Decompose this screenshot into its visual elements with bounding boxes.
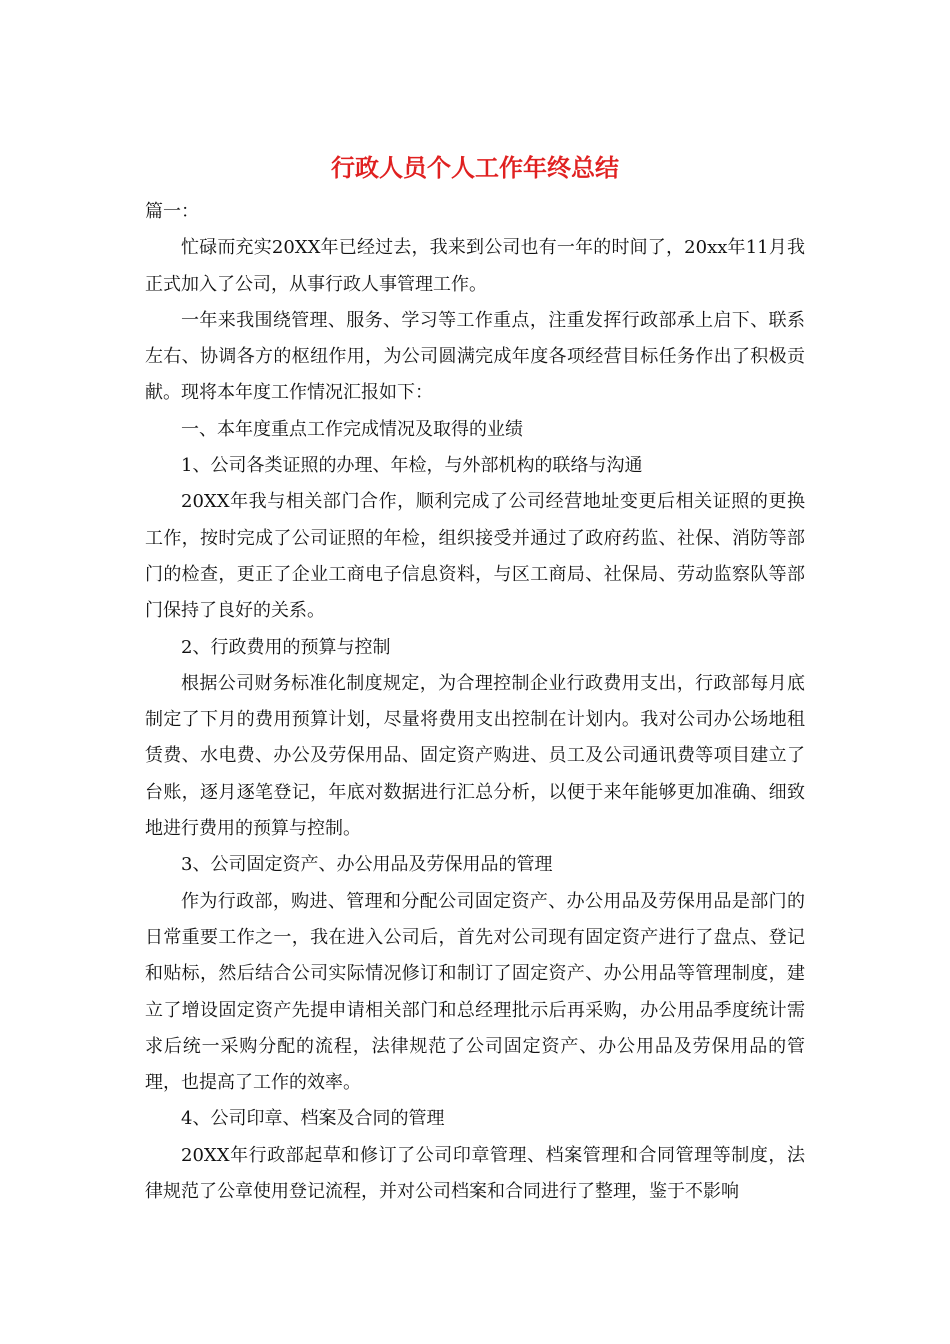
section-label: 篇一： (145, 201, 199, 222)
section-heading: 一、本年度重点工作完成情况及取得的业绩 (181, 418, 523, 440)
subsection-heading: 4、公司印章、档案及合同的管理 (181, 1108, 445, 1130)
paragraph: 20XX年我与相关部门合作，顺利完成了公司经营地址变更后相关证照的更换工作，按时完成了公司证照的年检，组织接受并通过了政府药监、社保、消防等部门的检查，更正了企业工商电子信息资料，与区工商局、社保局、劳动监察队等部门保持了良好的关系。 (145, 491, 805, 622)
subsection-heading: 2、行政费用的预算与控制 (181, 636, 391, 658)
paragraph: 忙碌而充实20XX年已经过去，我来到公司也有一年的时间了，20xx年11月我正式加入了公司，从事行政人事管理工作。 (145, 237, 805, 295)
subsection-heading: 3、公司固定资产、办公用品及劳保用品的管理 (181, 854, 553, 876)
subsection-heading: 1、公司各类证照的办理、年检，与外部机构的联络与沟通 (181, 455, 643, 477)
document-title: 行政人员个人工作年终总结 (331, 153, 619, 182)
paragraph: 一年来我围绕管理、服务、学习等工作重点，注重发挥行政部承上启下、联系左右、协调各方的枢纽作用，为公司圆满完成年度各项经营目标任务作出了积极贡献。现将本年度工作情况汇报如下： (145, 309, 805, 404)
paragraph: 根据公司财务标准化制度规定，为合理控制企业行政费用支出，行政部每月底制定了下月的费用预算计划，尽量将费用支出控制在计划内。我对公司办公场地租赁费、水电费、办公及劳保用品、固定资产购进、员工及公司通讯费等项目建立了台账，逐月逐笔登记，年底对数据进行汇总分析，以便于来年能够更加准确、细致地进行费用的预算与控制。 (145, 672, 805, 840)
paragraph: 作为行政部，购进、管理和分配公司固定资产、办公用品及劳保用品是部门的日常重要工作之一，我在进入公司后，首先对公司现有固定资产进行了盘点、登记和贴标，然后结合公司实际情况修订和制订了固定资产、办公用品等管理制度，建立了增设固定资产先提申请相关部门和总经理批示后再采购，办公用品季度统计需求后统一采购分配的流程，法律规范了公司固定资产、办公用品及劳保用品的管理，也提高了工作的效率。 (145, 890, 805, 1094)
document-body (145, 194, 805, 1210)
paragraph: 20XX年行政部起草和修订了公司印章管理、档案管理和合同管理等制度，法律规范了公章使用登记流程，并对公司档案和合同进行了整理，鉴于不影响 (145, 1144, 805, 1203)
